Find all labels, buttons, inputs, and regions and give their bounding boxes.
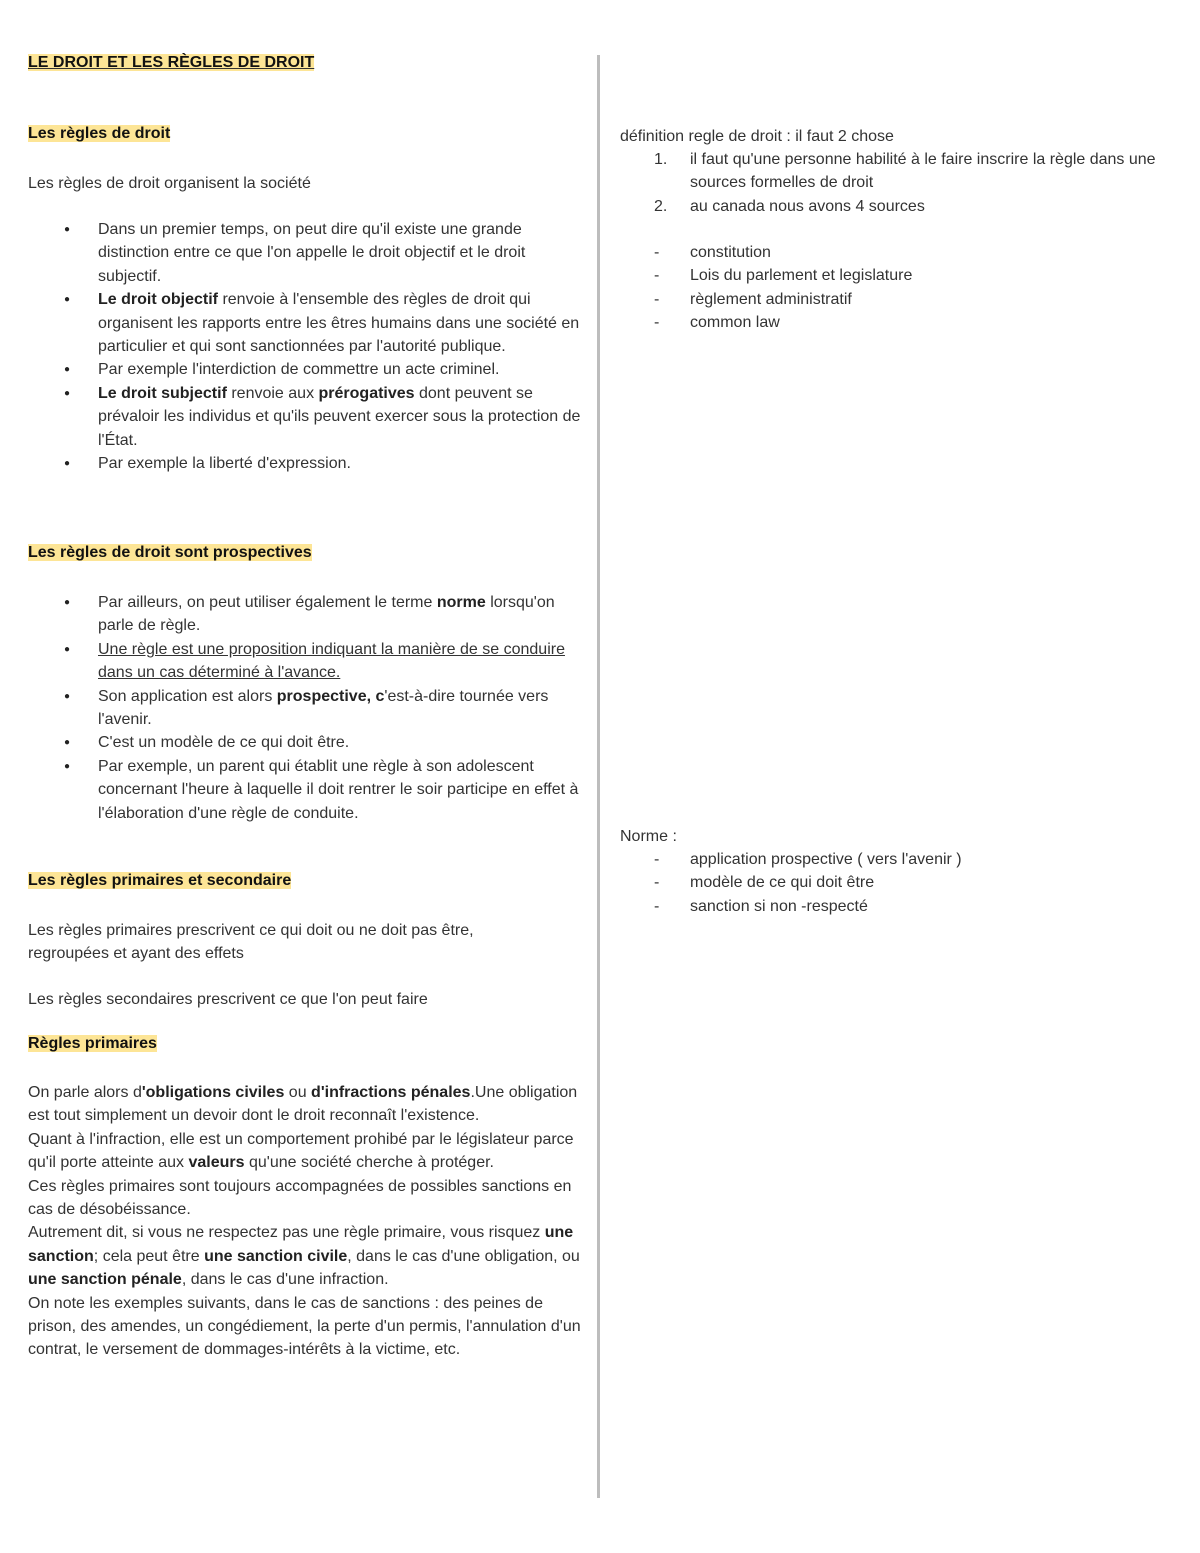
list-item: ● Une règle est une proposition indiquant la manière de se conduire dans un cas déterminé à l'avance. (28, 638, 588, 685)
list-item: - constitution (620, 241, 1180, 264)
list-item: - common law (620, 311, 1180, 334)
numbered-list (620, 148, 1180, 218)
section-heading-regles-de-droit: Les règles de droit (28, 125, 171, 142)
regles-primaires-text: Les règles primaires prescrivent ce qui doit ou ne doit pas être, regroupées et ayant des effets (28, 922, 474, 963)
norme-list (620, 848, 1180, 918)
paragraph: On parle alors d'obligations civiles ou d'infractions pénales.Une obligation est tout simplement un devoir dont le droit reconnaît l'existence. (28, 1084, 578, 1125)
section-heading-primaires-secondaire: Les règles primaires et secondaire (28, 872, 292, 889)
bullet-list-droit (28, 218, 588, 475)
list-item: ● Par ailleurs, on peut utiliser également le terme norme lorsqu'on parle de règle. (28, 591, 588, 638)
list-item: ● Par exemple l'interdiction de commettre un acte criminel. (28, 358, 588, 381)
paragraph: Quant à l'infraction, elle est un comportement prohibé par le législateur parce qu'il porte atteinte aux valeurs qu'une société cherche à protéger. (28, 1130, 574, 1172)
paragraph: Autrement dit, si vous ne respectez pas une règle primaire, vous risquez une sanction; cela peut être une sanction civile, dans le cas d'une obligation, ou une sanction pénale, dans le cas d'une infraction. (28, 1224, 580, 1289)
list-item: ● C'est un modèle de ce qui doit être. (28, 731, 588, 754)
list-item: - Lois du parlement et legislature (620, 264, 1180, 287)
intro-text: Les règles de droit organisent la société (28, 175, 311, 192)
definition-title: définition regle de droit : il faut 2 chose (620, 128, 894, 145)
list-item: ● Par exemple la liberté d'expression. (28, 452, 588, 475)
bullet-list-prospectives (28, 591, 588, 825)
list-item: 2. au canada nous avons 4 sources (654, 197, 925, 215)
list-item: ● Par exemple, un parent qui établit une règle à son adolescent concernant l'heure à laquelle il doit rentrer le soir participe en effet à l'élaboration d'une règle de conduite. (28, 755, 588, 825)
list-item: ● Dans un premier temps, on peut dire qu'il existe une grande distinction entre ce que l'on appelle le droit objectif et le droit subjectif. (28, 218, 588, 288)
sources-list (620, 241, 1180, 335)
list-item: - règlement administratif (620, 288, 1180, 311)
paragraph: Ces règles primaires sont toujours accompagnées de possibles sanctions en cas de désobéissance. (28, 1177, 572, 1219)
regles-primaires-body (28, 1081, 584, 1362)
list-item: ● Son application est alors prospective, c'est-à-dire tournée vers l'avenir. (28, 685, 588, 732)
list-item: ● Le droit objectif renvoie à l'ensemble des règles de droit qui organisent les rapports entre les êtres humains dans une société en particulier et qui sont sanctionnées par l'autorité publique. (28, 288, 588, 358)
norme-title: Norme : (620, 828, 677, 845)
list-item: ● Le droit subjectif renvoie aux prérogatives dont peuvent se prévaloir les individus et qu'ils peuvent exercer sous la protection de l'État. (28, 382, 588, 452)
list-item: - sanction si non -respecté (620, 895, 1180, 918)
section-heading-regles-primaires: Règles primaires (28, 1035, 157, 1052)
column-divider (597, 55, 600, 1498)
list-item: - modèle de ce qui doit être (620, 871, 1180, 894)
regles-secondaires-text: Les règles secondaires prescrivent ce que l'on peut faire (28, 991, 428, 1008)
paragraph: On note les exemples suivants, dans le cas de sanctions : des peines de prison, des amendes, un congédiement, la perte d'un permis, l'annulation d'un contrat, le versement de dommages-intérêts à la victime, etc. (28, 1294, 581, 1359)
list-item: 1. il faut qu'une personne habilité à le faire inscrire la règle dans une sources formelles de droit (654, 151, 1156, 192)
list-item: - application prospective ( vers l'avenir ) (620, 848, 1180, 871)
section-heading-prospectives: Les règles de droit sont prospectives (28, 544, 312, 561)
document-title: LE DROIT ET LES RÈGLES DE DROIT (28, 54, 315, 71)
